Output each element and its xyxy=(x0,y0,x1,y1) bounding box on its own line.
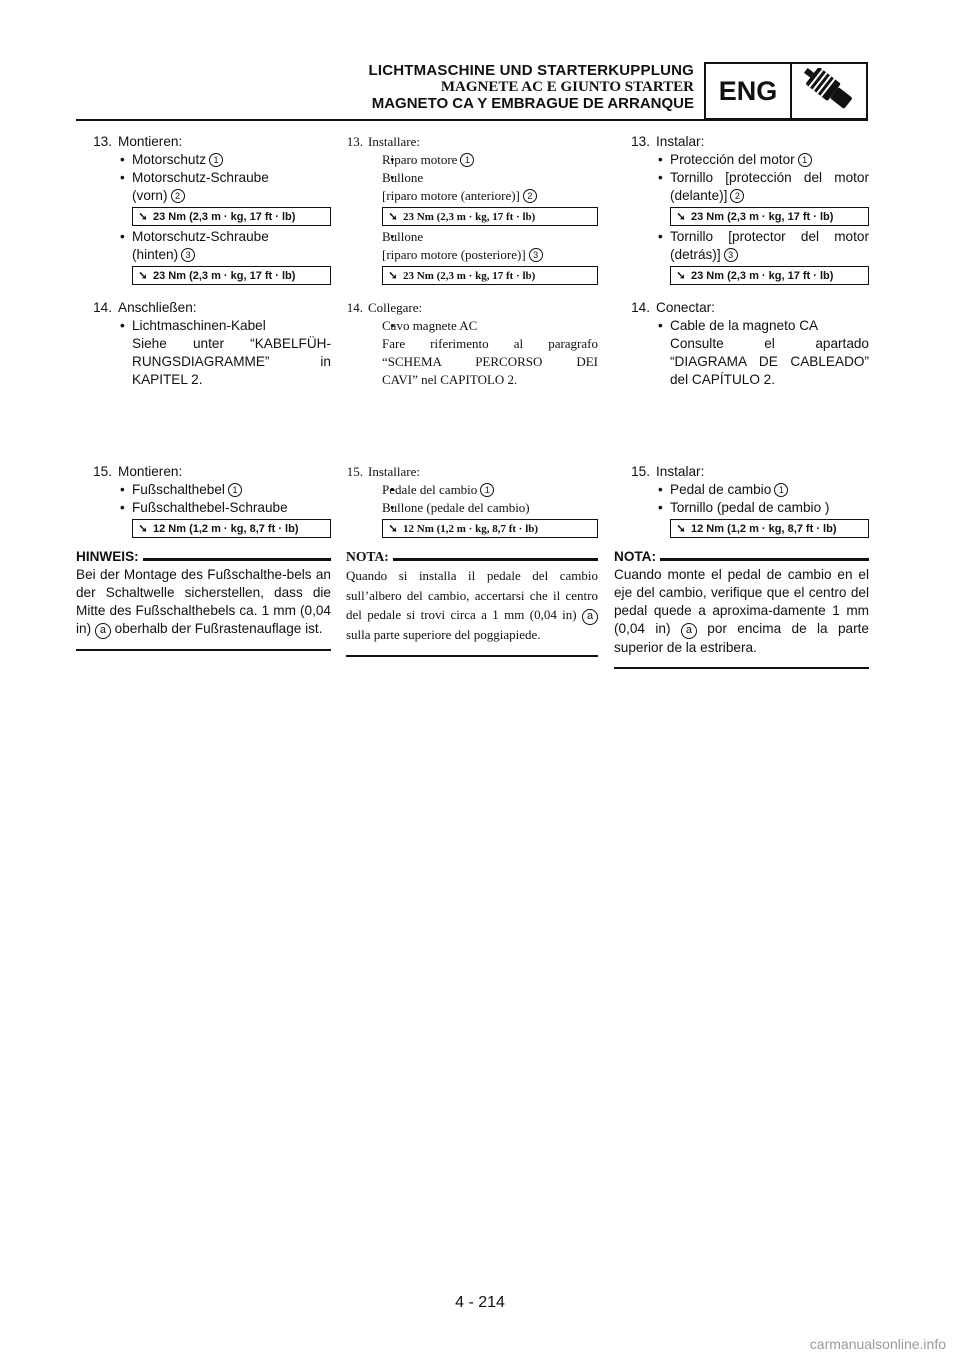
step-14-spanish xyxy=(614,299,869,389)
step-14-german xyxy=(76,299,331,389)
step-number: 14. xyxy=(346,300,363,315)
step-number: 13. xyxy=(93,134,112,149)
list-item: • Riparo motore 1 xyxy=(346,151,598,169)
wrench-icon: ➘ xyxy=(138,522,148,535)
eng-badge xyxy=(704,62,868,120)
torque-spec: ➘ 23 Nm (2,3 m · kg, 17 ft · lb) xyxy=(132,266,331,285)
list-item: • Tornillo [protector del motor xyxy=(614,228,869,246)
wrench-icon: ➘ xyxy=(676,210,686,223)
reference-text: KAPITEL 2. xyxy=(132,372,203,387)
step-15-spanish xyxy=(614,463,869,669)
list-item: • Cable de la magneto CA xyxy=(614,317,869,335)
list-item: • Bullone xyxy=(346,169,598,187)
list-item: • Pedale del cambio 1 xyxy=(346,481,598,499)
list-item: • Lichtmaschinen-Kabel xyxy=(76,317,331,335)
title-spanish: MAGNETO CA Y EMBRAGUE DE ARRANQUE xyxy=(371,95,694,112)
list-item: • Motorschutz-Schraube xyxy=(76,228,331,246)
list-item: • Bullone xyxy=(346,228,598,246)
reference-text: “DIAGRAMA DE CABLEADO” xyxy=(670,354,869,369)
callout-a: a xyxy=(95,623,111,639)
step-title: Montieren: xyxy=(118,464,183,479)
watermark[interactable]: carmanualsonline.info xyxy=(809,1336,946,1352)
note-heading: HINWEIS: xyxy=(76,548,331,566)
note-end-rule xyxy=(614,667,869,669)
note-body: Quando si installa il pedale del cambio sull’albero del cambio, accertarsi che il centro del pedale si trovi circa a 1 mm (0,04 in) a sulla parte superiore del poggiapiede. xyxy=(346,568,598,642)
list-item-cont: [riparo motore (posteriore)] 3 xyxy=(346,246,598,264)
step-14-italian xyxy=(346,299,598,389)
note-end-rule xyxy=(76,649,331,651)
list-item: • Protección del motor 1 xyxy=(614,151,869,169)
step-title: Conectar: xyxy=(656,300,715,315)
torque-spec: ➘ 12 Nm (1,2 m · kg, 8,7 ft · lb) xyxy=(670,519,869,538)
torque-spec: ➘ 23 Nm (2,3 m · kg, 17 ft · lb) xyxy=(132,207,331,226)
list-item-cont: (detrás)] 3 xyxy=(614,246,869,264)
wrench-icon: ➘ xyxy=(388,269,398,282)
torque-spec: ➘ 12 Nm (1,2 m · kg, 8,7 ft · lb) xyxy=(382,519,598,538)
wrench-icon: ➘ xyxy=(138,210,148,223)
step-number: 13. xyxy=(346,134,363,149)
list-item-cont: (hinten) 3 xyxy=(76,246,331,264)
eng-label: ENG xyxy=(706,64,792,118)
step-15-german xyxy=(76,463,331,651)
step-number: 15. xyxy=(93,464,112,479)
step-title: Instalar: xyxy=(656,134,705,149)
step-13-german xyxy=(76,133,331,287)
wrench-icon: ➘ xyxy=(138,269,148,282)
reference-text: CAVI” nel CAPITOLO 2. xyxy=(382,372,518,387)
list-item: • Tornillo (pedal de cambio ) xyxy=(614,499,869,517)
callout-3: 3 xyxy=(724,248,738,262)
step-number: 13. xyxy=(631,134,650,149)
list-item: • Cavo magnete AC xyxy=(346,317,598,335)
step-number: 15. xyxy=(631,464,650,479)
note-body: Cuando monte el pedal de cambio en el eje del cambio, verifique que el centro del pedal quede a aproxima-damente 1 mm (0,04 in) a por encima de la parte superior de la estribera. xyxy=(614,567,869,655)
callout-1: 1 xyxy=(798,153,812,167)
reference-text: Fare riferimento al paragrafo xyxy=(382,336,598,351)
step-title: Installare: xyxy=(368,464,420,479)
note-end-rule xyxy=(346,655,598,657)
step-title: Installare: xyxy=(368,134,420,149)
callout-1: 1 xyxy=(460,153,474,167)
wrench-icon: ➘ xyxy=(388,522,398,535)
list-item-cont: (vorn) 2 xyxy=(76,187,331,205)
engine-tool-icon xyxy=(792,64,866,118)
list-item: • Motorschutz-Schraube xyxy=(76,169,331,187)
page-header xyxy=(0,0,960,125)
torque-spec: ➘ 23 Nm (2,3 m · kg, 17 ft · lb) xyxy=(670,266,869,285)
reference-text: Consulte el apartado xyxy=(670,336,869,351)
step-number: 14. xyxy=(93,300,112,315)
reference-text: del CAPÍTULO 2. xyxy=(670,372,776,387)
reference-text: RUNGSDIAGRAMME” in xyxy=(132,354,331,369)
header-titles xyxy=(369,62,694,112)
torque-spec: ➘ 23 Nm (2,3 m · kg, 17 ft · lb) xyxy=(382,207,598,226)
list-item: • Pedal de cambio 1 xyxy=(614,481,869,499)
callout-1: 1 xyxy=(774,483,788,497)
torque-spec: ➘ 23 Nm (2,3 m · kg, 17 ft · lb) xyxy=(670,207,869,226)
callout-2: 2 xyxy=(523,189,537,203)
page-number: 4 - 214 xyxy=(455,1294,505,1311)
callout-3: 3 xyxy=(529,248,543,262)
step-title: Instalar: xyxy=(656,464,705,479)
reference-text: “SCHEMA PERCORSO DEI xyxy=(382,354,598,369)
callout-a: a xyxy=(681,623,697,639)
list-item: • Fußschalthebel 1 xyxy=(76,481,331,499)
step-title: Collegare: xyxy=(368,300,423,315)
step-number: 14. xyxy=(631,300,650,315)
torque-spec: ➘ 23 Nm (2,3 m · kg, 17 ft · lb) xyxy=(382,266,598,285)
wrench-icon: ➘ xyxy=(676,522,686,535)
step-title: Montieren: xyxy=(118,134,183,149)
note-heading: NOTA: xyxy=(614,548,869,566)
list-item: • Bullone (pedale del cambio) xyxy=(346,499,598,517)
callout-1: 1 xyxy=(480,483,494,497)
step-number: 15. xyxy=(346,464,363,479)
callout-1: 1 xyxy=(228,483,242,497)
reference-text: Siehe unter “KABELFÜH- xyxy=(132,336,331,351)
torque-spec: ➘ 12 Nm (1,2 m · kg, 8,7 ft · lb) xyxy=(132,519,331,538)
list-item: • Tornillo [protección del motor xyxy=(614,169,869,187)
callout-a: a xyxy=(582,609,598,625)
callout-2: 2 xyxy=(730,189,744,203)
wrench-icon: ➘ xyxy=(388,210,398,223)
callout-1: 1 xyxy=(209,153,223,167)
note-heading: NOTA: xyxy=(346,548,598,566)
wrench-icon: ➘ xyxy=(676,269,686,282)
callout-2: 2 xyxy=(171,189,185,203)
title-german: LICHTMASCHINE UND STARTERKUPPLUNG xyxy=(368,62,694,79)
list-item: • Fußschalthebel-Schraube xyxy=(76,499,331,517)
list-item: • Motorschutz 1 xyxy=(76,151,331,169)
step-13-italian xyxy=(346,133,598,287)
list-item-cont: (delante)] 2 xyxy=(614,187,869,205)
note-body: Bei der Montage des Fußschalthe-bels an der Schaltwelle sicherstellen, dass die Mitte des Fußschalthebels ca. 1 mm (0,04 in) a oberhalb der Fußrastenauflage ist. xyxy=(76,566,331,639)
callout-3: 3 xyxy=(181,248,195,262)
step-title: Anschließen: xyxy=(118,300,197,315)
header-rule xyxy=(76,119,868,121)
step-13-spanish xyxy=(614,133,869,287)
step-15-italian xyxy=(346,463,598,657)
title-italian: MAGNETE AC E GIUNTO STARTER xyxy=(440,79,694,95)
list-item-cont: [riparo motore (anteriore)] 2 xyxy=(346,187,598,205)
